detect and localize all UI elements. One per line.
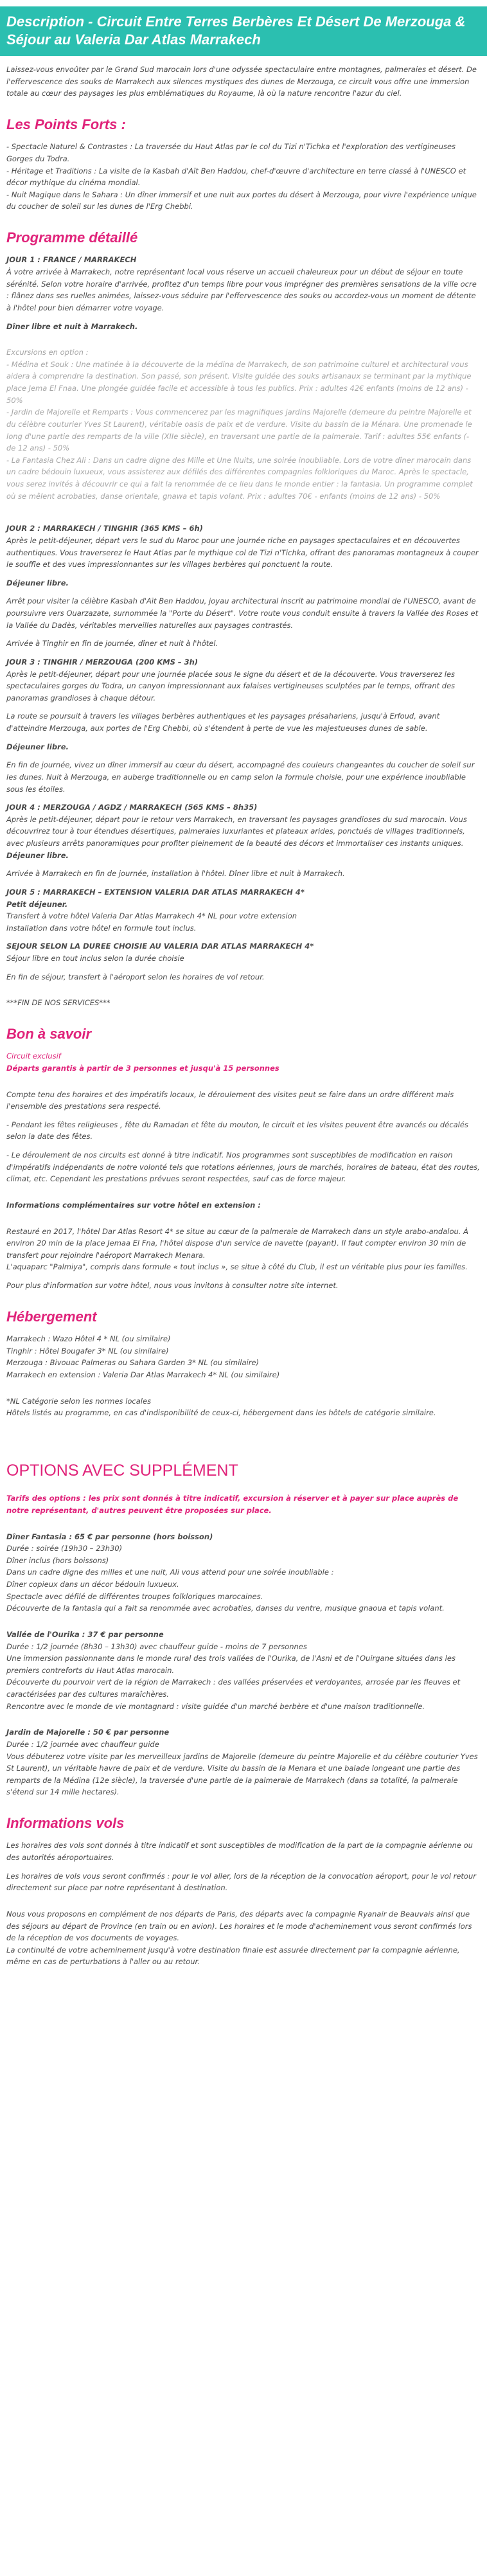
- option-line: Durée : soirée (19h30 – 23h30): [6, 1544, 123, 1553]
- main-content: [0, 64, 487, 1968]
- spacer: [6, 508, 481, 523]
- list-item: Marrakech : Wazo Hôtel 4 * NL (ou similaire): [6, 1334, 171, 1344]
- day-subtitle: Petit déjeuner.: [6, 899, 68, 909]
- day-text: Après le petit-déjeuner, départ pour le retour vers Marrakech, en traversant les paysages grandioses du sud marocain. Vous découvrirez tour à tour étendues désertiques, palmeraies luxuriantes et plateaux arides, ponctués de villages traditionnels, avec plusieurs arrêts panoramiques pour profiter pleinement de la beauté des décors et immortaliser ces instants uniques.: [6, 814, 467, 848]
- spacer: [6, 1081, 481, 1089]
- exclusive-label: Circuit exclusif: [6, 1051, 61, 1061]
- spacer: [6, 1381, 481, 1395]
- option-title: Vallée de l'Ourika : 37 € par personne: [6, 1629, 164, 1639]
- list-item: - Nuit Magique dans le Sahara : Un dîner immersif et une nuit aux portes du désert à Merzouga, pour vivre l'expérience unique du coucher de soleil sur les dunes de l'Erg Chebbi.: [6, 190, 477, 211]
- option-line: Durée : 1/2 journée avec chauffeur guide: [6, 1739, 159, 1749]
- option-line: Rencontre avec le monde de vie montagnard : visite guidée d'un marché berbère et d'une maison traditionnelle.: [6, 1701, 425, 1711]
- day-meal: Déjeuner libre.: [6, 578, 69, 587]
- day-text: La route se poursuit à travers les villages berbères authentiques et les paysages présahariens, jusqu'à Erfoud, avant d'atteindre Merzouga, aux portes de l'Erg Chebbi, où s'étendent à perte de vue les majestueuses dunes de sable.: [6, 711, 440, 733]
- day-end: Arrivée à Marrakech en fin de journée, installation à l'hôtel. Dîner libre et nuit à Marrakech.: [6, 869, 345, 879]
- excursions-text: - Médina et Souk : Une matinée à la découverte de la médina de Marrakech, de son patrimoine culturel et architectural vous aidera à comprendre la destination. Son passé, son présent. Visite guidée des souks artisanaux se terminant par la mythique place Jema El Fnaa. Une plongée guidée facile et accessible à tous les publics. Prix : adultes 42€ enfants (moins de 12 ans) - 50% - Jardin de Majorelle et Remparts : Vous commencerez par les magnifiques jardins Majorelle (demeure du peintre Majorelle et du célèbre couturier Yves St Laurent), véritable oasis de paix et de verdure. Visite du bassin de la Ménara. Une promenade le long d'une partie des remparts de la ville (XIIe siècle), en traversant une partie de la palmeraie. Tarif : adultes 55€ enfants (- de 12 ans) - 50% - La Fantasia Chez Ali : Dans un cadre digne des Mille et Une Nuits, une soirée inoubliable. Lors de votre dîner marocain dans un cadre bédouin luxueux, vous assisterez aux défilés des différentes compagnies folkloriques du Maroc. Après le spectacle, vous serez invités à découvrir ce qui a fait la renommée de ce lieu dans le monde entier : la fantasia. Un programme complet où se mêlent acrobaties, danse orientale, gnawa et tapis volant. Prix : adultes 70€ - enfants (moins de 12 ans) - 50%: [6, 359, 473, 501]
- spacer: [6, 1901, 481, 1908]
- stay-text: Séjour libre en tout inclus selon la durée choisie: [6, 954, 184, 963]
- list-item: - Spectacle Naturel & Contrastes : La traversée du Haut Atlas par le col du Tizi n'Tichka et l'exploration des vertigineuses Gorges du Todra.: [6, 142, 456, 163]
- extension-info-title: Informations complémentaires sur votre hôtel en extension :: [6, 1200, 261, 1210]
- option-line: Durée : 1/2 journée (8h30 – 13h30) avec chauffeur guide - moins de 7 personnes: [6, 1641, 307, 1651]
- spacer: [6, 1523, 481, 1531]
- spacer: [6, 989, 481, 997]
- extension-info-text: Restauré en 2017, l'hôtel Dar Atlas Resort 4* se situe au cœur de la palmeraie de Marrakech dans un style arabo-andalou. À environ 20 min de la place Jemaa El Fna, l'hôtel dispose d'un service de navette (payant). Il faut compter environ 30 min de transfert pour rejoindre l'aéroport Marrakech Menara. L'aquaparc "Palmiya", compris dans formule « tout inclus », se situe à côté du Club, il est un véritable plus pour les familles.: [6, 1226, 468, 1272]
- day-text: Après le petit-déjeuner, départ pour une journée placée sous le signe du désert et de la découverte. Vous traverserez les spectaculaires gorges du Todra, un canyon impressionnant aux falaises vertigineuses sculptées par le temps, offrant des panoramas grandioses à chaque détour.: [6, 669, 456, 702]
- day-text: Transfert à votre hôtel Valeria Dar Atlas Marrakech 4* NL pour votre extension Installation dans votre hôtel en formule tout inclus.: [6, 911, 297, 933]
- guarantee-label: Départs garantis à partir de 3 personnes et jusqu'à 15 personnes: [6, 1063, 279, 1073]
- option-line: Spectacle avec défilé de différentes troupes folkloriques marocaines.: [6, 1591, 263, 1601]
- day-title: JOUR 2 : MARRAKECH / TINGHIR (365 KMS – 6h): [6, 524, 203, 533]
- list-item: Marrakech en extension : Valeria Dar Atlas Marrakech 4* NL (ou similaire): [6, 1370, 280, 1379]
- spacer: [6, 1621, 481, 1629]
- option-line: Découverte de la fantasia qui a fait sa renommée avec acrobaties, danses du ventre, musique gnaoua et tapis volant.: [6, 1604, 445, 1613]
- info-paragraph: Compte tenu des horaires et des impératifs locaux, le déroulement des visites peut se faire dans un ordre différent mais l'ensemble des prestations sera respecté.: [6, 1089, 454, 1111]
- option-line: Vous débuterez votre visite par les merveilleux jardins de Majorelle (demeure du peintre Majorelle et du célèbre couturier Yves St Laurent), un véritable havre de paix et de verdure. Visite du bassin de la Menara et une balade longeant une partie des remparts de la Médina (12e siècle), la traversée d'une partie de la palmeraie de Marrakech (dans sa totalité, la palmeraie s'étend sur 14 mille hectares).: [6, 1751, 478, 1797]
- day-text: Après le petit-déjeuner, départ vers le sud du Maroc pour une journée riche en paysages spectaculaires et en découvertes authentiques. Vous traverserez le Haut Atlas par le mythique col de Tizi n'Tichka, offrant des panoramas montagneux à couper le souffle et des vues impressionnantes sur les villages berbères qui ponctuent la route.: [6, 535, 479, 569]
- list-item: - Héritage et Traditions : La visite de la Kasbah d'Aït Ben Haddou, chef-d'œuvre d'architecture en terre classé à l'UNESCO et décor mythique du cinéma mondial.: [6, 166, 466, 188]
- day-meal: Déjeuner libre.: [6, 742, 69, 751]
- day-title: JOUR 3 : TINGHIR / MERZOUGA (200 KMS – 3h): [6, 657, 199, 666]
- day-meal: Déjeuner libre.: [6, 850, 69, 860]
- option-line: Une immersion passionnante dans le monde rural des trois vallées de l'Ourika, de l'Asni et de l'Ouirgane situées dans les premiers contreforts du Haut Atlas marocain.: [6, 1654, 456, 1675]
- day-text: Arrêt pour visiter la célèbre Kasbah d'Aït Ben Haddou, joyau architectural inscrit au patrimoine mondial de l'UNESCO, avant de poursuivre vers Ouarzazate, surnommée la "Porte du Désert". Votre route vous conduit ensuite à travers la Vallée des Roses et la Vallée du Dadès, véritables merveilles naturelles aux paysages contrastés.: [6, 596, 479, 630]
- options-warning: Tarifs des options : les prix sont donnés à titre indicatif, excursion à réserver et à payer sur place auprès de notre représentant, d'autres peuvent être proposées sur place.: [6, 1494, 459, 1515]
- day-meal: Dîner libre et nuit à Marrakech.: [6, 321, 138, 331]
- spacer: [6, 1192, 481, 1199]
- info-paragraph: Les horaires des vols sont donnés à titre indicatif et sont susceptibles de modification de la part de la compagnie aérienne ou des autorités aéroportuaires.: [6, 1841, 473, 1863]
- hebergement-note: Hôtels listés au programme, en cas d'indisponibilité de ceux-ci, hébergement dans les hôtels de catégorie similaire.: [6, 1408, 436, 1418]
- stay-end: En fin de séjour, transfert à l'aéroport selon les horaires de vol retour.: [6, 972, 265, 981]
- day-end: Arrivée à Tinghir en fin de journée, dîner et nuit à l'hôtel.: [6, 639, 218, 648]
- informations-vols-heading: Informations vols: [6, 1815, 125, 1832]
- excursions-heading: Excursions en option :: [6, 348, 89, 357]
- info-paragraph: Nous vous proposons en complément de nos départs de Paris, des départs avec la compagnie Ryanair de Beauvais ainsi que des séjours au départ de Province (en train ou en avion). Les horaires et le mode d'acheminement vous seront confirmés lors de la réception de vos documents de voyages. La continuité de votre acheminement jusqu'à votre destination finale est assurée directement par la compagnie aérienne, même en cas de perturbations à l'aller ou au retour.: [6, 1909, 472, 1967]
- option-title: Dîner Fantasia : 65 € par personne (hors boisson): [6, 1532, 213, 1541]
- option-line: Dîner inclus (hors boissons): [6, 1555, 109, 1565]
- list-item: Tinghir : Hôtel Bougafer 3* NL (ou similaire): [6, 1346, 169, 1355]
- intro-text: Laissez-vous envoûter par le Grand Sud marocain lors d'une odyssée spectaculaire entre montagnes, palmeraies et désert. De l'effervescence des souks de Marrakech aux silences mystiques des dunes de Merzouga, ce circuit vous offre une immersion totale au cœur des paysages les plus emblématiques du Royaume, là où la nature rencontre l'azur du ciel.: [6, 65, 477, 98]
- hebergement-heading: Hébergement: [6, 1308, 97, 1325]
- option-line: Dîner copieux dans un décor bédouin luxueux.: [6, 1580, 179, 1589]
- info-paragraph: - Pendant les fêtes religieuses , fête du Ramadan et fête du mouton, le circuit et les visites peuvent être avancés ou décalés selon la date des fêtes.: [6, 1120, 468, 1141]
- end-services: ***FIN DE NOS SERVICES***: [6, 998, 111, 1008]
- day-title: JOUR 4 : MERZOUGA / AGDZ / MARRAKECH (565 KMS – 8h35): [6, 803, 258, 812]
- spacer: [6, 1426, 481, 1440]
- stay-title: SEJOUR SELON LA DUREE CHOISIE AU VALERIA DAR ATLAS MARRAKECH 4*: [6, 942, 314, 951]
- page-title: Description - Circuit Entre Terres Berbères Et Désert De Merzouga & Séjour au Valeria Dar Atlas Marrakech: [6, 13, 466, 48]
- info-paragraph: Les horaires de vols vous seront confirmés : pour le vol aller, lors de la réception de la convocation aéroport, pour le vol retour directement sur place par notre représentant à destination.: [6, 1871, 476, 1893]
- info-paragraph: - Le déroulement de nos circuits est donné à titre indicatif. Nos programmes sont susceptibles de modification en raison d'impératifs indépendants de notre volonté tels que rotations aériennes, jours de marchés, horaires de bateau, état des routes, climat, etc. Cependant les prestations prévues seront respectées, sauf cas de force majeur.: [6, 1150, 480, 1184]
- spacer: [6, 339, 481, 346]
- points-forts-list: [6, 141, 481, 213]
- programme-heading: Programme détaillé: [6, 229, 138, 246]
- option-line: Découverte du pourvoir vert de la région de Marrakech : des vallées préservées et verdoyantes, arrosée par les fleuves et caractérisées par des cultures maraîchères.: [6, 1677, 461, 1699]
- option-line: Dans un cadre digne des milles et une nuit, Ali vous attend pour une soirée inoubliable :: [6, 1568, 334, 1577]
- points-forts-heading: Les Points Forts :: [6, 116, 126, 132]
- page-title-banner: [0, 6, 487, 56]
- option-title: Jardin de Majorelle : 50 € par personne: [6, 1728, 170, 1737]
- spacer: [6, 1719, 481, 1726]
- spacer: [6, 1218, 481, 1226]
- options-heading: OPTIONS AVEC SUPPLÉMENT: [6, 1461, 238, 1480]
- day-text: À votre arrivée à Marrakech, notre représentant local vous réserve un accueil chaleureux pour un début de séjour en toute sérénité. Selon votre horaire d'arrivée, profitez d'un temps libre pour vous imprégner des premières sensations de la ville ocre : flânez dans ses ruelles animées, laissez-vous séduire par l'effervescence des souks ou accordez-vous un moment de détente à l'hôtel pour bien démarrer votre voyage.: [6, 267, 477, 312]
- hebergement-note: *NL Catégorie selon les normes locales: [6, 1396, 152, 1406]
- day-text: En fin de journée, vivez un dîner immersif au cœur du désert, accompagné des couleurs changeantes du coucher de soleil sur les dunes. Nuit à Merzouga, en auberge traditionnelle ou en camp selon la formule choisie, pour une expérience inoubliable sous les étoiles.: [6, 760, 475, 794]
- bon-a-savoir-heading: Bon à savoir: [6, 1025, 92, 1042]
- day-title: JOUR 5 : MARRAKECH – EXTENSION VALERIA DAR ATLAS MARRAKECH 4*: [6, 887, 305, 897]
- day-title: JOUR 1 : FRANCE / MARRAKECH: [6, 255, 137, 265]
- extension-info-more: Pour plus d'information sur votre hôtel, nous vous invitons à consulter notre site internet.: [6, 1281, 339, 1291]
- list-item: Merzouga : Bivouac Palmeras ou Sahara Garden 3* NL (ou similaire): [6, 1358, 259, 1368]
- hebergement-list: [6, 1333, 481, 1381]
